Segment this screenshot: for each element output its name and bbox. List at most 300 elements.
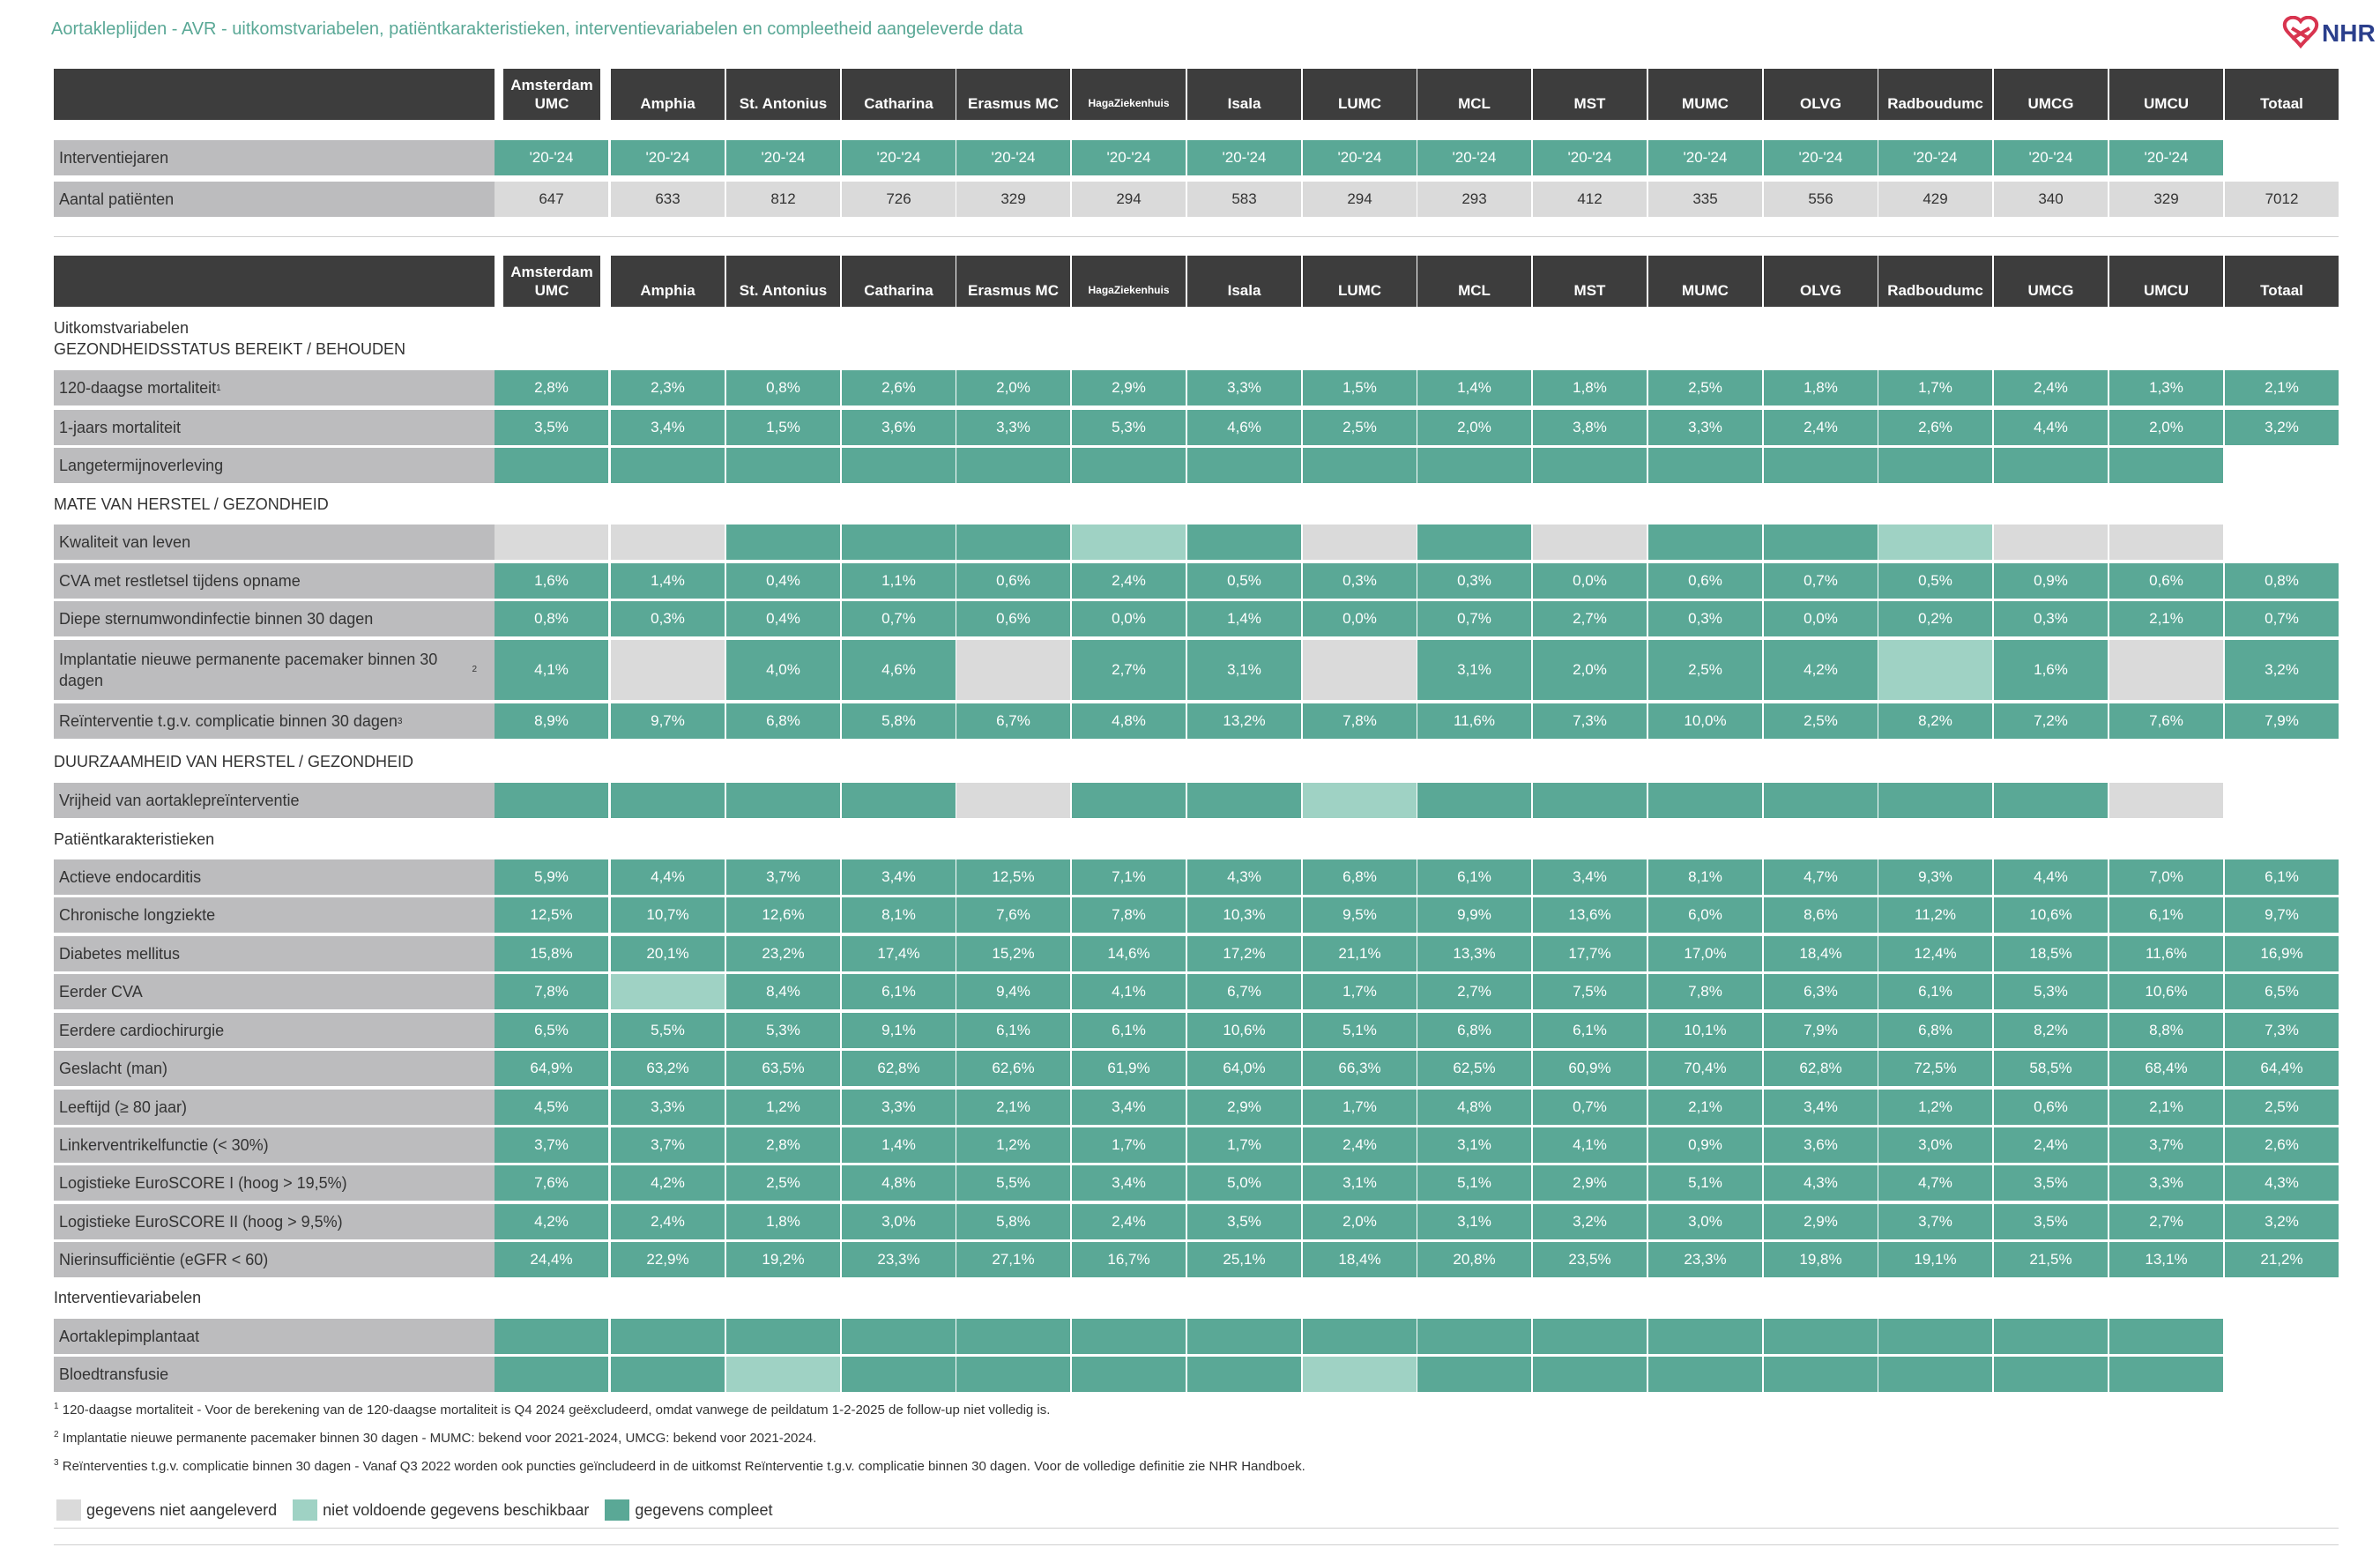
value-cell: 5,0% bbox=[1187, 1165, 1301, 1201]
row-label bbox=[54, 640, 495, 700]
legend bbox=[56, 1499, 789, 1522]
value-cell: 4,7% bbox=[1764, 859, 1878, 895]
value-cell: 0,3% bbox=[1994, 601, 2108, 636]
value-cell: 2,8% bbox=[495, 370, 608, 405]
value-cell: 812 bbox=[726, 182, 840, 217]
value-cell: 5,5% bbox=[611, 1013, 725, 1048]
value-cell: 4,7% bbox=[1878, 1165, 1992, 1201]
value-cell bbox=[842, 1319, 956, 1354]
value-cell bbox=[2225, 140, 2339, 175]
value-cell: 3,0% bbox=[1878, 1127, 1992, 1163]
value-cell: 9,7% bbox=[2225, 897, 2339, 933]
row-label-text: CVA met restletsel tijdens opname bbox=[59, 571, 301, 590]
value-cell: 3,5% bbox=[1994, 1165, 2108, 1201]
value-cell: 62,5% bbox=[1417, 1051, 1531, 1086]
value-cell bbox=[1648, 525, 1762, 560]
value-cell bbox=[1764, 1357, 1878, 1392]
value-cell bbox=[956, 525, 1070, 560]
value-cell: 3,1% bbox=[1303, 1165, 1417, 1201]
value-cell: 3,1% bbox=[1417, 1127, 1531, 1163]
value-cell: 5,5% bbox=[956, 1165, 1070, 1201]
value-cell: 2,7% bbox=[1072, 640, 1186, 700]
value-cell: 12,5% bbox=[956, 859, 1070, 895]
footnote-number: 3 bbox=[54, 1458, 59, 1468]
value-cell: 9,4% bbox=[956, 974, 1070, 1009]
value-cell: 10,6% bbox=[2109, 974, 2223, 1009]
value-cell: 6,8% bbox=[1303, 859, 1417, 895]
value-cell bbox=[495, 448, 608, 483]
hospital-header: Isala bbox=[1187, 69, 1301, 120]
value-cell: 2,6% bbox=[1878, 410, 1992, 445]
row-label bbox=[54, 601, 495, 636]
value-cell: 3,4% bbox=[1072, 1165, 1186, 1201]
value-cell: 6,1% bbox=[2109, 897, 2223, 933]
value-cell bbox=[1648, 783, 1762, 818]
value-cell bbox=[2225, 1357, 2339, 1392]
value-cell: 3,6% bbox=[842, 410, 956, 445]
value-cell: 0,0% bbox=[1533, 563, 1647, 599]
value-cell: 3,0% bbox=[1648, 1204, 1762, 1239]
value-cell: 4,4% bbox=[1994, 859, 2108, 895]
value-cell: 12,4% bbox=[1878, 936, 1992, 971]
value-cell: 1,8% bbox=[1764, 370, 1878, 405]
value-cell bbox=[956, 783, 1070, 818]
value-cell: 6,1% bbox=[1878, 974, 1992, 1009]
hospital-header: UMCU bbox=[2109, 256, 2223, 307]
value-cell bbox=[1187, 783, 1301, 818]
value-cell: 0,3% bbox=[1303, 563, 1417, 599]
row-label bbox=[54, 1357, 495, 1392]
legend-item-niet-voldoende bbox=[293, 1499, 589, 1521]
value-cell: 2,9% bbox=[1187, 1090, 1301, 1125]
value-cell: 3,5% bbox=[1994, 1204, 2108, 1239]
value-cell: 10,7% bbox=[611, 897, 725, 933]
value-cell bbox=[1994, 1357, 2108, 1392]
value-cell: 5,8% bbox=[956, 1204, 1070, 1239]
value-cell bbox=[2109, 783, 2223, 818]
value-cell bbox=[1878, 448, 1992, 483]
value-cell: 6,8% bbox=[1878, 1013, 1992, 1048]
value-cell bbox=[1417, 1357, 1531, 1392]
value-cell: 4,8% bbox=[842, 1165, 956, 1201]
value-cell: 3,1% bbox=[1417, 640, 1531, 700]
value-cell: 0,9% bbox=[1994, 563, 2108, 599]
value-cell: 2,6% bbox=[842, 370, 956, 405]
value-cell: 14,6% bbox=[1072, 936, 1186, 971]
value-cell: '20-'24 bbox=[956, 140, 1070, 175]
value-cell: 9,3% bbox=[1878, 859, 1992, 895]
hospital-header: Amphia bbox=[611, 69, 725, 120]
hospital-header: St. Antonius bbox=[726, 69, 840, 120]
value-cell bbox=[1072, 1357, 1186, 1392]
value-cell: 17,4% bbox=[842, 936, 956, 971]
value-cell bbox=[495, 525, 608, 560]
value-cell: 3,3% bbox=[1187, 370, 1301, 405]
row-label-text: Reïnterventie t.g.v. complicatie binnen 30 dagen bbox=[59, 711, 398, 730]
value-cell: 23,3% bbox=[1648, 1242, 1762, 1277]
value-cell bbox=[1648, 448, 1762, 483]
value-cell bbox=[2109, 448, 2223, 483]
value-cell bbox=[1303, 448, 1417, 483]
value-cell: 2,0% bbox=[2109, 410, 2223, 445]
value-cell: 64,0% bbox=[1187, 1051, 1301, 1086]
row-label bbox=[54, 1204, 495, 1239]
value-cell: 11,2% bbox=[1878, 897, 1992, 933]
value-cell bbox=[1303, 525, 1417, 560]
value-cell: 13,3% bbox=[1417, 936, 1531, 971]
row-label-text: Diepe sternumwondinfectie binnen 30 dagen bbox=[59, 609, 374, 628]
value-cell: 6,5% bbox=[495, 1013, 608, 1048]
value-cell: 62,8% bbox=[842, 1051, 956, 1086]
value-cell: 0,7% bbox=[1417, 601, 1531, 636]
value-cell: 2,9% bbox=[1072, 370, 1186, 405]
value-cell: 2,5% bbox=[1764, 703, 1878, 739]
hospital-header: Totaal bbox=[2225, 256, 2339, 307]
value-cell: 11,6% bbox=[2109, 936, 2223, 971]
value-cell: 0,8% bbox=[495, 601, 608, 636]
value-cell bbox=[842, 1357, 956, 1392]
value-cell: 9,1% bbox=[842, 1013, 956, 1048]
footnote-text: 120-daagse mortaliteit - Voor de berekening van de 120-daagse mortaliteit is Q4 2024 geëxcludeerd, omdat vanwege de peildatum 1-2-2025 de follow-up niet volledig is. bbox=[58, 1402, 1051, 1417]
footnote-number: 1 bbox=[54, 1402, 59, 1411]
footnote-text: Implantatie nieuwe permanente pacemaker binnen 30 dagen - MUMC: bekend voor 2021-2024, UMCG: bekend voor 2021-2024. bbox=[58, 1431, 817, 1446]
value-cell: 2,4% bbox=[1994, 370, 2108, 405]
hospital-header: MUMC bbox=[1648, 256, 1762, 307]
value-cell bbox=[1533, 448, 1647, 483]
hospital-header: MUMC bbox=[1648, 69, 1762, 120]
value-cell: 1,2% bbox=[1878, 1090, 1992, 1125]
footnote-number: 2 bbox=[54, 1430, 59, 1440]
value-cell: 4,3% bbox=[2225, 1165, 2339, 1201]
value-cell bbox=[726, 448, 840, 483]
value-cell: 556 bbox=[1764, 182, 1878, 217]
value-cell: '20-'24 bbox=[1303, 140, 1417, 175]
value-cell: 7,5% bbox=[1533, 974, 1647, 1009]
value-cell: '20-'24 bbox=[495, 140, 608, 175]
row-label bbox=[54, 1090, 495, 1125]
hospital-header: Radboudumc bbox=[1878, 69, 1992, 120]
value-cell bbox=[1187, 525, 1301, 560]
legend-swatch-gray bbox=[56, 1499, 81, 1521]
value-cell: 7,2% bbox=[1994, 703, 2108, 739]
value-cell: 2,4% bbox=[1994, 1127, 2108, 1163]
value-cell bbox=[1072, 448, 1186, 483]
value-cell: 62,6% bbox=[956, 1051, 1070, 1086]
value-cell bbox=[1072, 1319, 1186, 1354]
value-cell: 7,6% bbox=[2109, 703, 2223, 739]
value-cell: 9,5% bbox=[1303, 897, 1417, 933]
value-cell bbox=[956, 448, 1070, 483]
value-cell: 583 bbox=[1187, 182, 1301, 217]
value-cell: 2,1% bbox=[2109, 601, 2223, 636]
row-label bbox=[54, 859, 495, 895]
value-cell: 3,4% bbox=[1533, 859, 1647, 895]
value-cell bbox=[1303, 783, 1417, 818]
value-cell: 429 bbox=[1878, 182, 1992, 217]
value-cell: 1,4% bbox=[842, 1127, 956, 1163]
value-cell: 6,7% bbox=[956, 703, 1070, 739]
value-cell: 18,4% bbox=[1303, 1242, 1417, 1277]
value-cell: 2,4% bbox=[611, 1204, 725, 1239]
value-cell: 3,3% bbox=[956, 410, 1070, 445]
footnote-ref: 3 bbox=[397, 716, 403, 726]
value-cell: 294 bbox=[1072, 182, 1186, 217]
value-cell: 0,6% bbox=[2109, 563, 2223, 599]
value-cell: 0,7% bbox=[1764, 563, 1878, 599]
value-cell bbox=[956, 1319, 1070, 1354]
value-cell: 8,1% bbox=[842, 897, 956, 933]
hospital-header: Amsterdam UMC bbox=[503, 69, 600, 120]
value-cell: 13,1% bbox=[2109, 1242, 2223, 1277]
value-cell: 8,9% bbox=[495, 703, 608, 739]
value-cell: 3,2% bbox=[2225, 640, 2339, 700]
row-label bbox=[54, 897, 495, 933]
value-cell: 3,3% bbox=[842, 1090, 956, 1125]
value-cell: 5,1% bbox=[1648, 1165, 1762, 1201]
row-label-text: Geslacht (man) bbox=[59, 1059, 168, 1077]
value-cell: 13,6% bbox=[1533, 897, 1647, 933]
nhr-logo bbox=[2281, 16, 2376, 51]
hospital-header: Amphia bbox=[611, 256, 725, 307]
hospital-header: HagaZiekenhuis bbox=[1072, 256, 1186, 307]
value-cell bbox=[1994, 448, 2108, 483]
hospital-header: Amsterdam UMC bbox=[503, 256, 600, 307]
value-cell: 1,3% bbox=[2109, 370, 2223, 405]
value-cell: 23,2% bbox=[726, 936, 840, 971]
row-label bbox=[54, 1319, 495, 1354]
value-cell: '20-'24 bbox=[1648, 140, 1762, 175]
value-cell: 6,1% bbox=[842, 974, 956, 1009]
value-cell: 5,1% bbox=[1417, 1165, 1531, 1201]
value-cell: 3,2% bbox=[2225, 410, 2339, 445]
hospital-header: Radboudumc bbox=[1878, 256, 1992, 307]
footnote bbox=[54, 1402, 1050, 1417]
value-cell: 2,1% bbox=[2225, 370, 2339, 405]
value-cell bbox=[495, 1357, 608, 1392]
value-cell bbox=[611, 974, 725, 1009]
value-cell: 18,5% bbox=[1994, 936, 2108, 971]
value-cell: 7,0% bbox=[2109, 859, 2223, 895]
value-cell: 294 bbox=[1303, 182, 1417, 217]
value-cell bbox=[611, 448, 725, 483]
value-cell: 6,8% bbox=[1417, 1013, 1531, 1048]
row-label-text: Linkerventrikelfunctie (< 30%) bbox=[59, 1135, 269, 1154]
value-cell: 0,3% bbox=[1417, 563, 1531, 599]
value-cell bbox=[1303, 1319, 1417, 1354]
value-cell: 3,6% bbox=[1764, 1127, 1878, 1163]
legend-label: gegevens niet aangeleverd bbox=[86, 1500, 278, 1519]
value-cell: 22,9% bbox=[611, 1242, 725, 1277]
value-cell bbox=[1764, 1319, 1878, 1354]
legend-swatch-green bbox=[605, 1499, 629, 1521]
value-cell: '20-'24 bbox=[1533, 140, 1647, 175]
value-cell bbox=[1878, 640, 1992, 700]
value-cell: 25,1% bbox=[1187, 1242, 1301, 1277]
value-cell: 20,1% bbox=[611, 936, 725, 971]
value-cell bbox=[1648, 1319, 1762, 1354]
value-cell: 7,8% bbox=[495, 974, 608, 1009]
row-label bbox=[54, 1013, 495, 1048]
hospital-header: Isala bbox=[1187, 256, 1301, 307]
row-label-text: Interventiejaren bbox=[59, 148, 169, 167]
value-cell: 8,8% bbox=[2109, 1013, 2223, 1048]
value-cell: 4,3% bbox=[1187, 859, 1301, 895]
value-cell: 1,5% bbox=[1303, 370, 1417, 405]
value-cell: 3,4% bbox=[1764, 1090, 1878, 1125]
value-cell: 1,6% bbox=[495, 563, 608, 599]
value-cell: 3,4% bbox=[842, 859, 956, 895]
row-label-text: Implantatie nieuwe permanente pacemaker binnen 30 dagen bbox=[59, 651, 438, 689]
row-label bbox=[54, 1127, 495, 1163]
value-cell bbox=[1648, 1357, 1762, 1392]
section-heading: DUURZAAMHEID VAN HERSTEL / GEZONDHEID bbox=[54, 753, 414, 770]
row-label bbox=[54, 936, 495, 971]
value-cell: '20-'24 bbox=[2109, 140, 2223, 175]
value-cell: 412 bbox=[1533, 182, 1647, 217]
value-cell: 0,7% bbox=[1533, 1090, 1647, 1125]
value-cell: 4,1% bbox=[1072, 974, 1186, 1009]
value-cell: 3,7% bbox=[611, 1127, 725, 1163]
value-cell: 6,3% bbox=[1764, 974, 1878, 1009]
row-label-text: Actieve endocarditis bbox=[59, 867, 202, 886]
value-cell: 7,9% bbox=[1764, 1013, 1878, 1048]
value-cell: 16,7% bbox=[1072, 1242, 1186, 1277]
value-cell: 21,1% bbox=[1303, 936, 1417, 971]
value-cell: 0,5% bbox=[1187, 563, 1301, 599]
value-cell: 0,0% bbox=[1072, 601, 1186, 636]
value-cell: 2,5% bbox=[1648, 640, 1762, 700]
row-label-text: Vrijheid van aortaklepreïnterventie bbox=[59, 791, 300, 809]
value-cell: 12,6% bbox=[726, 897, 840, 933]
value-cell bbox=[1533, 783, 1647, 818]
value-cell bbox=[1417, 783, 1531, 818]
hospital-header: OLVG bbox=[1764, 69, 1878, 120]
value-cell: 0,6% bbox=[956, 563, 1070, 599]
value-cell: 3,5% bbox=[495, 410, 608, 445]
value-cell: 4,4% bbox=[1994, 410, 2108, 445]
row-label bbox=[54, 1242, 495, 1277]
value-cell bbox=[1303, 1357, 1417, 1392]
value-cell: 20,8% bbox=[1417, 1242, 1531, 1277]
row-label bbox=[54, 1051, 495, 1086]
value-cell: 10,6% bbox=[1994, 897, 2108, 933]
value-cell: 17,2% bbox=[1187, 936, 1301, 971]
value-cell: 21,5% bbox=[1994, 1242, 2108, 1277]
value-cell: 8,1% bbox=[1648, 859, 1762, 895]
value-cell: 3,4% bbox=[1072, 1090, 1186, 1125]
value-cell: '20-'24 bbox=[1187, 140, 1301, 175]
value-cell: 5,3% bbox=[1072, 410, 1186, 445]
value-cell: 1,7% bbox=[1072, 1127, 1186, 1163]
row-label-text: Eerder CVA bbox=[59, 982, 143, 1001]
hospital-header: MST bbox=[1533, 69, 1647, 120]
value-cell: 6,1% bbox=[1417, 859, 1531, 895]
value-cell: 2,4% bbox=[1072, 563, 1186, 599]
row-label-text: 120-daagse mortaliteit bbox=[59, 378, 217, 397]
hospital-header: LUMC bbox=[1303, 69, 1417, 120]
value-cell: 15,2% bbox=[956, 936, 1070, 971]
value-cell bbox=[611, 1357, 725, 1392]
value-cell: 70,4% bbox=[1648, 1051, 1762, 1086]
value-cell bbox=[2225, 448, 2339, 483]
row-label bbox=[54, 703, 495, 739]
value-cell bbox=[1533, 1357, 1647, 1392]
value-cell: 64,4% bbox=[2225, 1051, 2339, 1086]
row-label bbox=[54, 563, 495, 599]
value-cell: 2,3% bbox=[611, 370, 725, 405]
value-cell bbox=[2109, 1357, 2223, 1392]
value-cell: 2,5% bbox=[2225, 1090, 2339, 1125]
row-label bbox=[54, 783, 495, 818]
value-cell: 6,8% bbox=[726, 703, 840, 739]
value-cell: 3,0% bbox=[842, 1204, 956, 1239]
value-cell: 1,8% bbox=[726, 1204, 840, 1239]
hospital-header: Catharina bbox=[842, 256, 956, 307]
value-cell: 16,9% bbox=[2225, 936, 2339, 971]
value-cell: 2,6% bbox=[2225, 1127, 2339, 1163]
legend-item-compleet bbox=[605, 1499, 772, 1521]
value-cell: 6,5% bbox=[2225, 974, 2339, 1009]
value-cell: 0,4% bbox=[726, 563, 840, 599]
value-cell: 5,9% bbox=[495, 859, 608, 895]
value-cell: 0,0% bbox=[1764, 601, 1878, 636]
value-cell: 23,3% bbox=[842, 1242, 956, 1277]
value-cell bbox=[495, 783, 608, 818]
value-cell: 4,6% bbox=[842, 640, 956, 700]
value-cell: 3,1% bbox=[1187, 640, 1301, 700]
hospital-header: UMCG bbox=[1994, 69, 2108, 120]
value-cell: 5,3% bbox=[726, 1013, 840, 1048]
value-cell: 63,5% bbox=[726, 1051, 840, 1086]
value-cell: 19,8% bbox=[1764, 1242, 1878, 1277]
header-blank bbox=[54, 256, 495, 307]
value-cell: 1,1% bbox=[842, 563, 956, 599]
value-cell: 2,0% bbox=[956, 370, 1070, 405]
value-cell: 8,6% bbox=[1764, 897, 1878, 933]
value-cell: 19,2% bbox=[726, 1242, 840, 1277]
value-cell: 2,7% bbox=[1417, 974, 1531, 1009]
value-cell: 2,9% bbox=[1764, 1204, 1878, 1239]
value-cell: 3,3% bbox=[1648, 410, 1762, 445]
value-cell: 329 bbox=[2109, 182, 2223, 217]
value-cell: 10,1% bbox=[1648, 1013, 1762, 1048]
value-cell: 3,7% bbox=[726, 859, 840, 895]
value-cell bbox=[1417, 448, 1531, 483]
value-cell: 3,2% bbox=[2225, 1204, 2339, 1239]
value-cell: 8,4% bbox=[726, 974, 840, 1009]
value-cell bbox=[1994, 525, 2108, 560]
value-cell: 5,3% bbox=[1994, 974, 2108, 1009]
value-cell: 4,8% bbox=[1417, 1090, 1531, 1125]
row-label bbox=[54, 974, 495, 1009]
value-cell: '20-'24 bbox=[1417, 140, 1531, 175]
value-cell: 0,6% bbox=[1994, 1090, 2108, 1125]
value-cell: 10,3% bbox=[1187, 897, 1301, 933]
value-cell bbox=[611, 525, 725, 560]
value-cell bbox=[611, 1319, 725, 1354]
value-cell bbox=[842, 448, 956, 483]
value-cell: '20-'24 bbox=[1072, 140, 1186, 175]
value-cell: 3,7% bbox=[495, 1127, 608, 1163]
value-cell: '20-'24 bbox=[611, 140, 725, 175]
value-cell: 0,3% bbox=[1648, 601, 1762, 636]
value-cell: 1,2% bbox=[956, 1127, 1070, 1163]
value-cell: 72,5% bbox=[1878, 1051, 1992, 1086]
hospital-header: Totaal bbox=[2225, 69, 2339, 120]
value-cell: 6,0% bbox=[1648, 897, 1762, 933]
value-cell bbox=[956, 1357, 1070, 1392]
row-label-text: Leeftijd (≥ 80 jaar) bbox=[59, 1097, 187, 1116]
